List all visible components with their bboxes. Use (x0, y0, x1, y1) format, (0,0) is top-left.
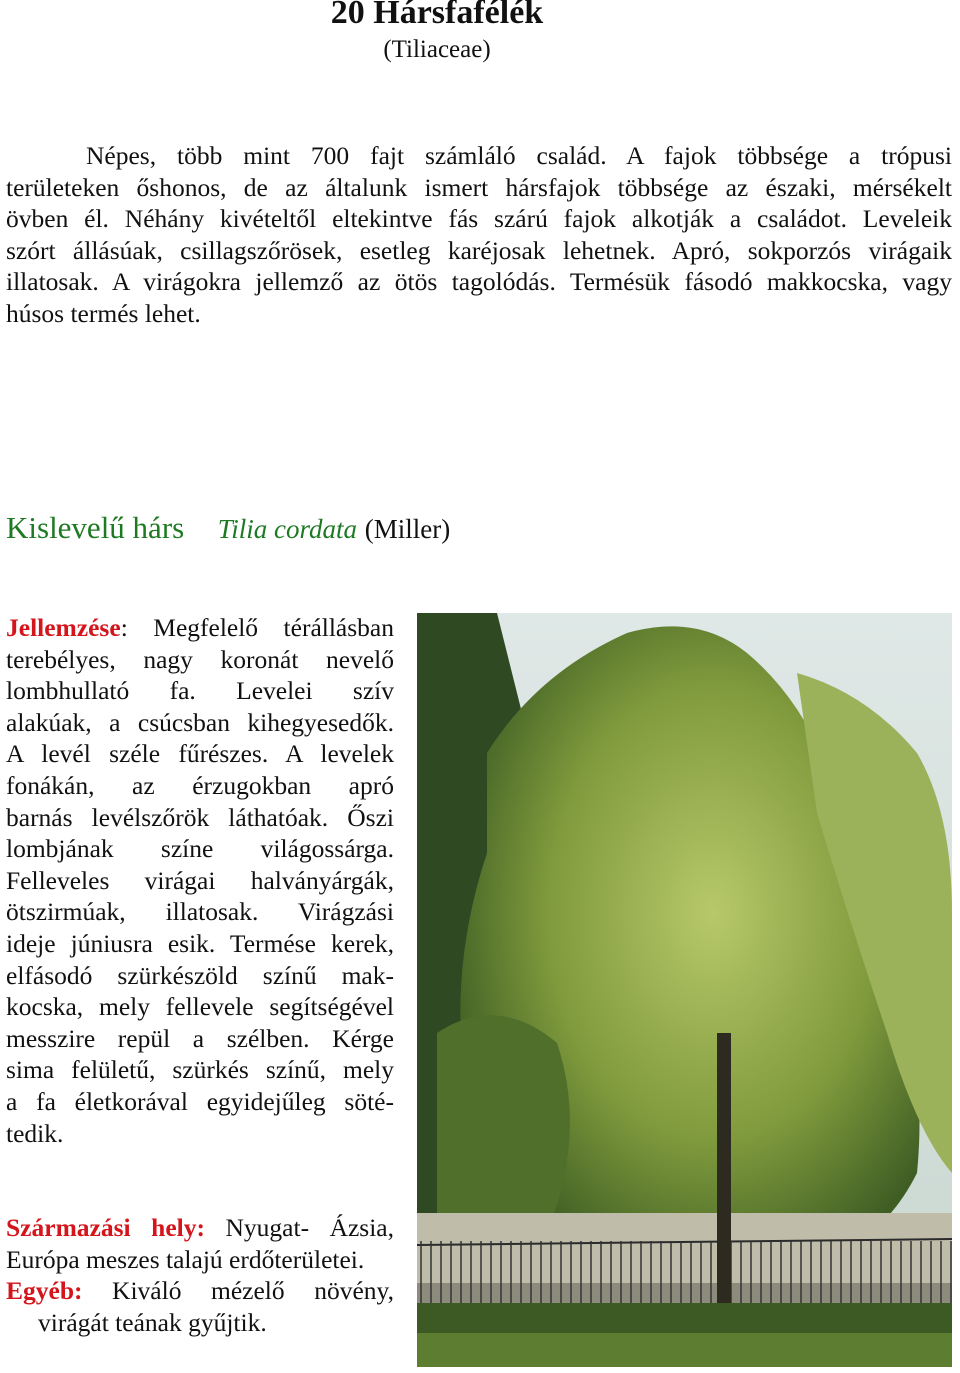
intro-line: területeken őshonos, de az általunk ismert hársfajok többsége az északi, mérsékelt (6, 172, 952, 202)
origin-and-other (6, 1212, 394, 1338)
intro-line: Népes, több mint 700 fajt számláló család. A fajok többsége a trópusi (86, 141, 952, 170)
description-line: tedik. (6, 1118, 64, 1148)
intro-line: övben él. Néhány kivételtől eltekintve fás szárú fajok alkotják a családot. Leveleik (6, 204, 952, 234)
description-line: lombhullató fa. Levelei szív (6, 676, 394, 706)
description-line: barnás levélszőrök láthatóak. Őszi (6, 802, 394, 832)
description-line: alakúak, a csúcsban kihegyesedők. (6, 707, 394, 737)
description-line: lombjának színe világossárga. (6, 834, 394, 864)
origin-line-2: Európa meszes talajú erdőterületei. (6, 1244, 365, 1274)
species-heading (6, 510, 450, 546)
origin-label: Származási hely: (6, 1213, 205, 1242)
origin-text: Nyugat- Ázsia, (204, 1213, 394, 1242)
description-line: a fa életkorával egyidejűleg söté- (6, 1086, 394, 1116)
description-line: fonákán, az érzugokban apró (6, 770, 394, 800)
intro-line: illatosak. A virágokra jellemző az ötös tagolódás. Termésük fásodó makkocska, vagy (6, 267, 952, 297)
intro-line: húsos termés lehet. (6, 298, 201, 328)
page-title: 20 Hársfafélék (330, 0, 544, 31)
description-line: A levél széle fűrészes. A levelek (6, 739, 394, 769)
description-line: ideje júniusra esik. Termése kerek, (6, 928, 394, 958)
species-common-name: Kislevelű hárs (6, 510, 185, 545)
other-label: Egyéb: (6, 1276, 83, 1306)
description-line: messzire repül a szélben. Kérge (6, 1023, 394, 1053)
description-line: sima felületű, szürkés színű, mely (6, 1055, 394, 1085)
other-line-2: virágát teának gyűjtik. (38, 1307, 267, 1337)
linden-tree-photo (417, 613, 952, 1367)
species-author: (Miller) (364, 514, 451, 544)
species-latin-name: Tilia cordata (217, 514, 357, 544)
other-line (6, 1275, 394, 1307)
origin-line (6, 1212, 394, 1244)
intro-paragraph (6, 140, 952, 330)
description-label: Jellemzése (6, 613, 121, 642)
description (6, 612, 394, 1149)
description-line: elfásodó szürkészöld színű mak- (6, 960, 394, 990)
description-line: ötszirmúak, illatosak. Virágzási (6, 897, 394, 927)
description-line (6, 612, 394, 644)
description-text: : Megfelelő térállásban (120, 613, 394, 642)
description-line: kocska, mely fellevele segítségével (6, 992, 394, 1022)
description-line: terebélyes, nagy koronát nevelő (6, 644, 394, 674)
page-subtitle: (Tiliaceae) (383, 36, 491, 63)
description-line: Felleveles virágai halványárgák, (6, 865, 394, 895)
intro-line: szórt állásúak, csillagszőrösek, esetleg karéjosak lehetnek. Apró, sokporzós virágaik (6, 235, 952, 265)
other-text: Kiváló mézelő növény, (82, 1276, 394, 1306)
